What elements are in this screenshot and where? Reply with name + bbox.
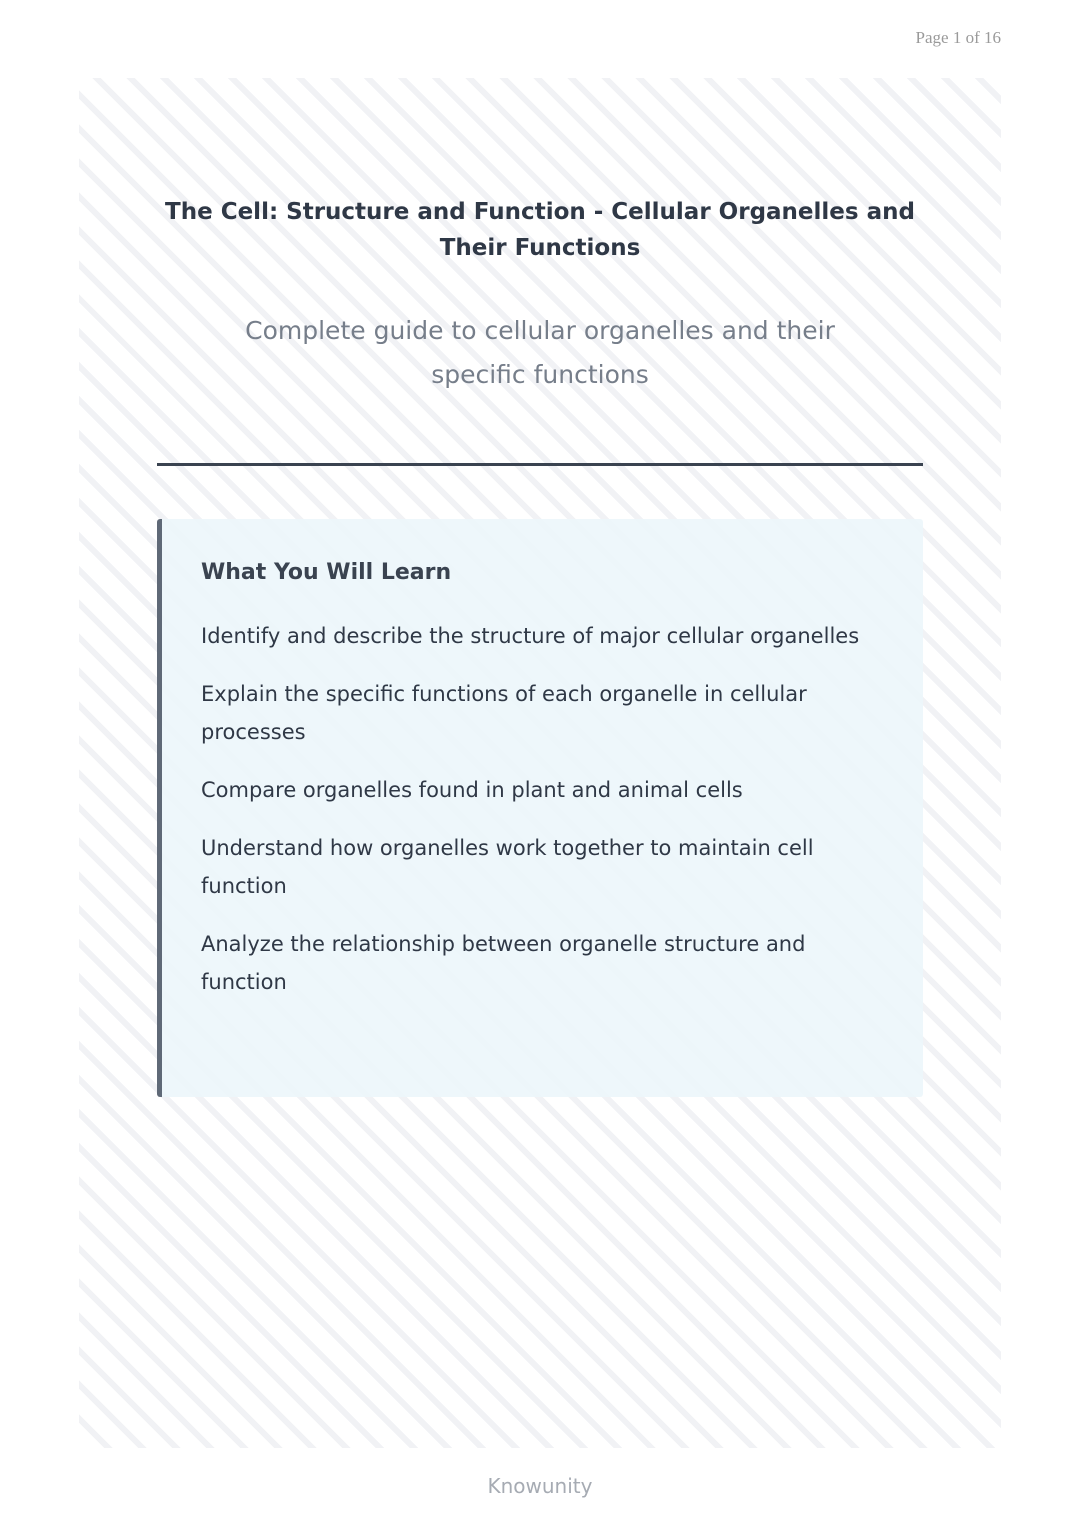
learning-objective-item: Understand how organelles work together to maintain cell function [201, 836, 814, 898]
title-divider [157, 463, 923, 466]
document-title: The Cell: Structure and Function - Cellular Organelles and Their Functions [165, 199, 915, 261]
learning-objectives-heading: What You Will Learn [201, 560, 452, 585]
learning-objective-item: Explain the specific functions of each organelle in cellular processes [201, 682, 807, 744]
document-subtitle: Complete guide to cellular organelles and their specific functions [245, 316, 835, 389]
learning-objectives-box [157, 519, 923, 1097]
learning-objective-item: Analyze the relationship between organelle structure and function [201, 932, 806, 994]
footer-brand: Knowunity [487, 1474, 593, 1498]
learning-objectives-list [201, 617, 891, 1021]
page-number: Page 1 of 16 [915, 28, 1001, 47]
learning-objective-item: Identify and describe the structure of major cellular organelles [201, 624, 860, 648]
learning-objective-item: Compare organelles found in plant and animal cells [201, 778, 743, 802]
